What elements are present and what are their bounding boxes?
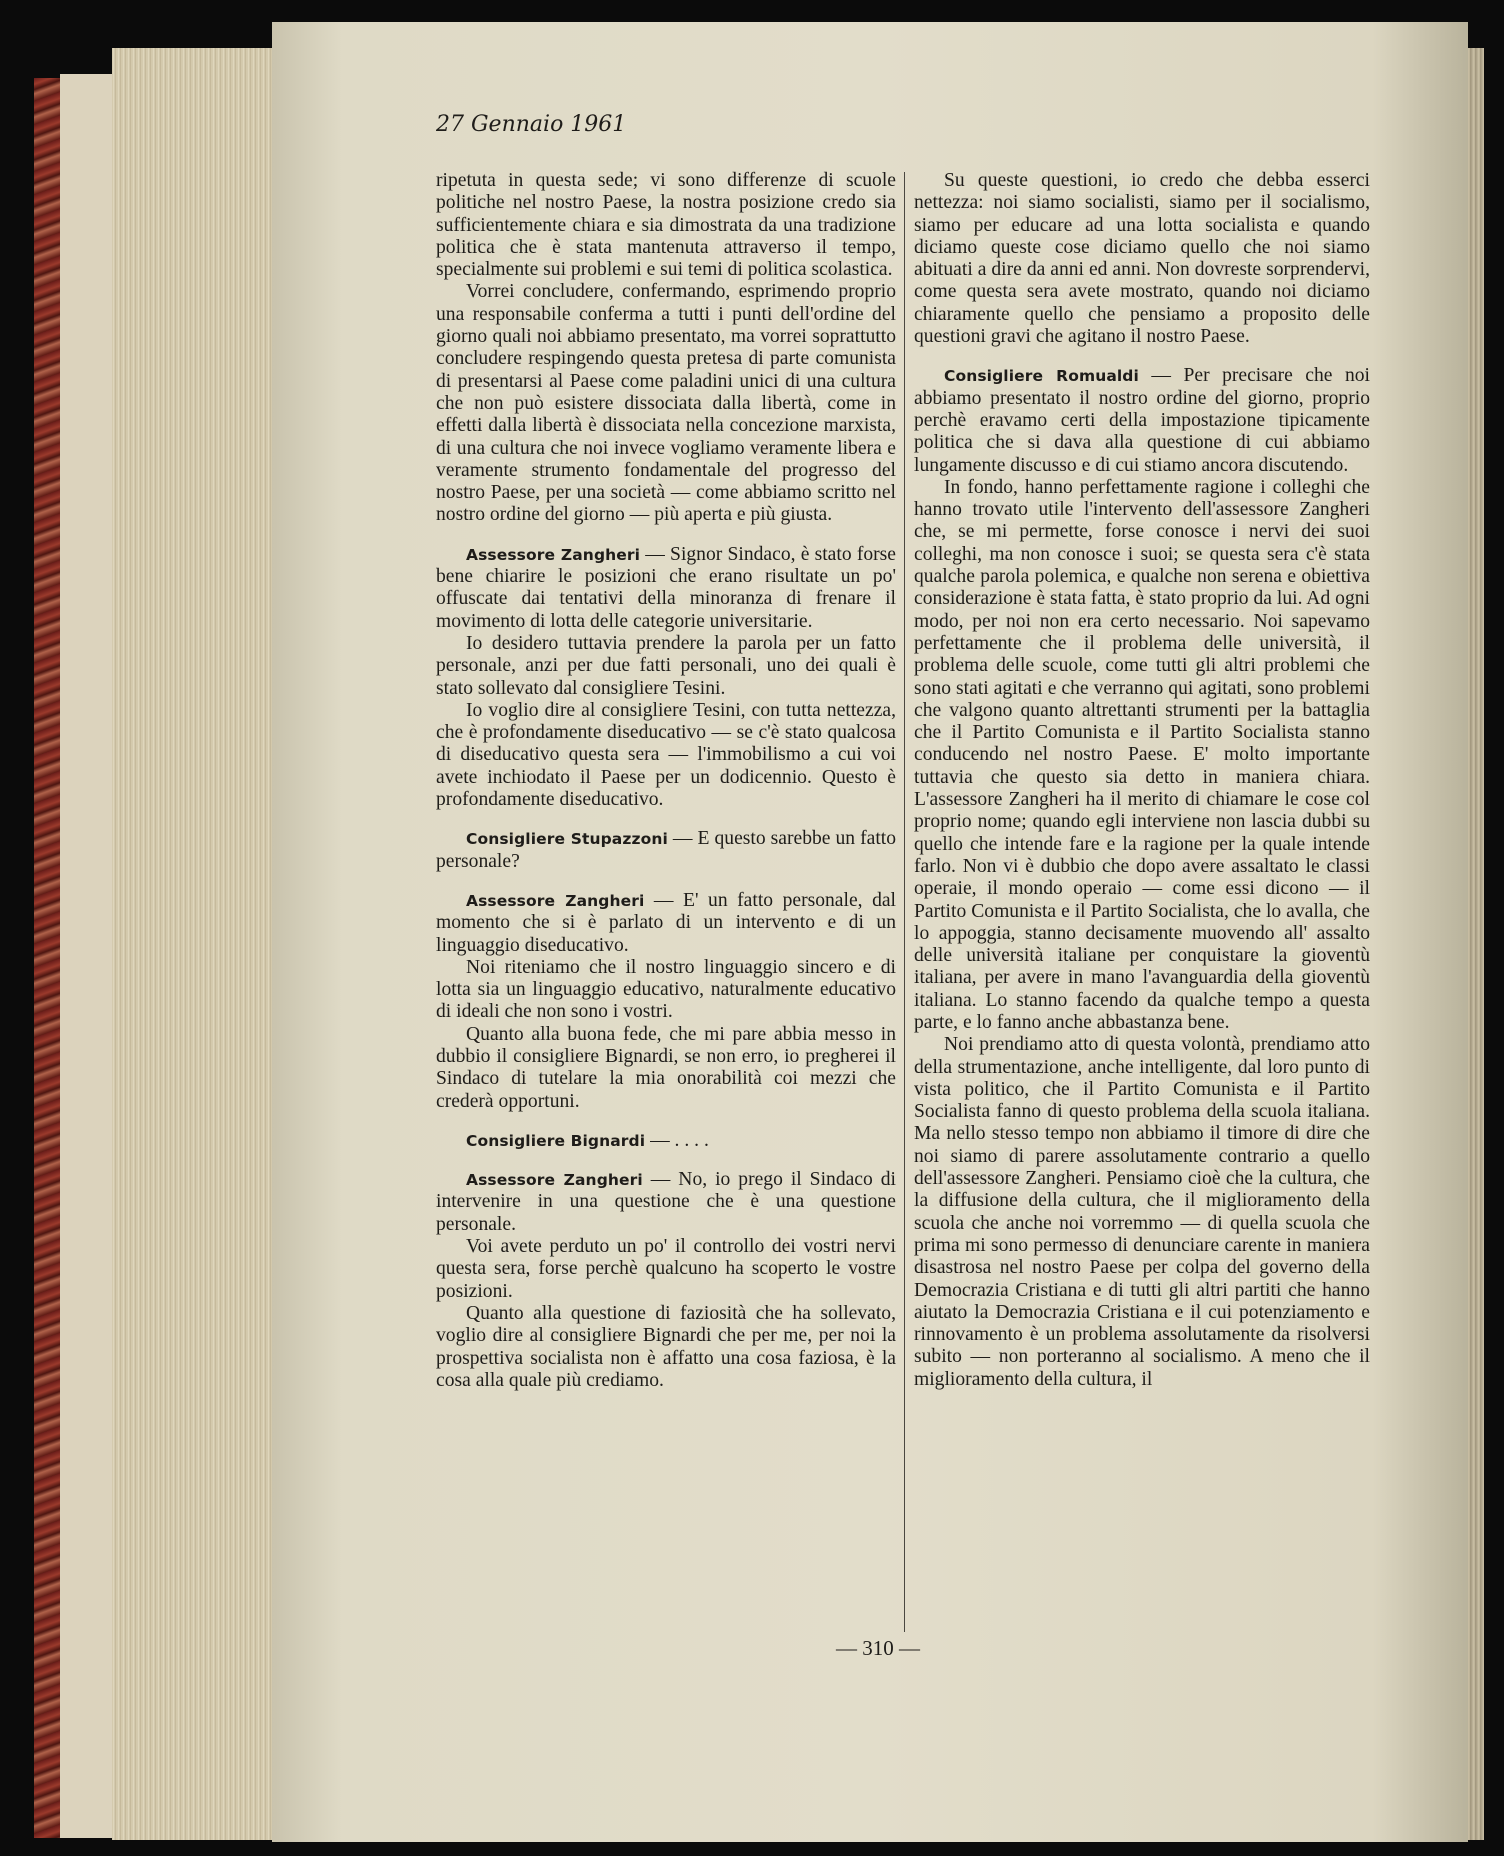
body-paragraph: ripetuta in questa sede; vi sono differenze di scuole politiche nel nostro Paese, la nostra posizione credo sia sufficientemente chiara e sia dimostrata da una tradizione politica che è stata mantenuta attraverso il tempo, specialmente sui problemi e sui temi di politica scolastica.	[436, 170, 896, 281]
body-paragraph: Voi avete perduto un po' il controllo dei vostri nervi questa sera, forse perchè qualcuno ha scoperto le vostre posizioni.	[436, 1236, 896, 1302]
speaker-name: Consigliere Stupazzoni	[466, 830, 668, 849]
column-divider	[904, 172, 905, 1632]
speech-text: — No, io prego il Sindaco di intervenire in una questione che è una questione personale.	[436, 1169, 896, 1235]
body-paragraph: Io desidero tuttavia prendere la parola per un fatto personale, anzi per due fatti personali, uno dei quali è stato sollevato dal consigliere Tesini.	[436, 632, 896, 699]
speech-paragraph	[436, 890, 896, 957]
body-paragraph: Quanto alla buona fede, che mi pare abbia messo in dubbio il consigliere Bignardi, se non erro, io pregherei il Sindaco di tutelare la mia onorabilità coi mezzi che crederà opportuni.	[436, 1023, 896, 1112]
body-paragraph: Vorrei concludere, confermando, esprimendo proprio una responsabile conferma a tutti i punti dell'ordine del giorno quali noi abbiamo presentato, ma vorrei soprattutto concludere respingendo questa pretesa di parte comunista di presentarsi al Paese come paladini unici di una cultura che non può esistere dissociata dalla libertà, come in effetti dalla libertà è dissociata nella concezione marxista, di una cultura che noi invece vogliamo veramente libera e veramente strumento fondamentale del progresso del nostro Paese, per una società — come abbiamo scritto nel nostro ordine del giorno — più aperta e più giusta.	[436, 281, 896, 526]
body-paragraph: Noi prendiamo atto di questa volontà, prendiamo atto della strumentazione, anche intelligente, dal loro punto di vista politico, che il Partito Comunista e il Partito Socialista fanno di questo problema della scuola italiana. Ma nello stesso tempo non abbiamo il timore di dire che noi siamo di parere assolutamente contrario a quello dell'assessore Zangheri. Pensiamo cioè che la cultura, che la diffusione della cultura, che il miglioramento della scuola che anche noi vorremmo — di quella scuola che prima mi sono permesso di denunciare carente in maniera disastrosa nel nostro Paese per colpa del governo della Democrazia Cristiana e di tutti gli altri partiti che hanno aiutato la Democrazia Cristiana e il cui potenziamento e rinnovamento è un problema assolutamente da risolversi subito — non porteranno al socialismo. A meno che il miglioramento della cultura, il	[914, 1034, 1370, 1390]
speech-paragraph	[436, 544, 896, 633]
page-number: — 310 —	[836, 1636, 920, 1660]
speaker-name: Assessore Zangheri	[466, 1171, 643, 1190]
speech-paragraph	[436, 1130, 896, 1152]
speech-paragraph	[436, 1169, 896, 1236]
left-text-column	[436, 170, 896, 1392]
body-paragraph: In fondo, hanno perfettamente ragione i colleghi che hanno trovato utile l'intervento dell'assessore Zangheri che, se mi permette, forse conosce i nervi dei suoi colleghi, ma non conosce i suoi; se questa sera c'è stata qualche parola polemica, e qualche non serena e obiettiva considerazione è stata fatta, è stato proprio da lui. Ad ogni modo, per noi non era certo necessario. Noi sapevamo perfettamente che il problema delle università, il problema delle scuole, come tutti gli altri problemi che sono stati agitati e che verranno qui agitati, sono problemi che valgono quanto altrettanti strumenti per la battaglia che il Partito Comunista e il Partito Socialista stanno conducendo nel nostro Paese. E' molto importante tuttavia che questo sia detto in maniera chiara. L'assessore Zangheri ha il merito di chiamare le cose col proprio nome; quando egli interviene non lascia dubbi su quello che intende fare e la ragione per la quale intende farlo. Non vi è dubbio che dopo avere assaltato le classi operaie, il mondo operaio — come essi dicono — il Partito Comunista e il Partito Socialista, che lo avalla, che lo appoggia, stanno decisamente muovendo all' assalto delle università italiane per conquistare la gioventù italiana, per avere in mano l'avanguardia della gioventù italiana. Lo stanno facendo da qualche tempo a questa parte, e lo fanno anche abbastanza bene.	[914, 476, 1370, 1033]
speaker-name: Consigliere Bignardi	[466, 1131, 646, 1150]
right-text-column	[914, 170, 1370, 1391]
speech-text: — Signor Sindaco, è stato forse bene chiarire le posizioni che erano risultate un po' offuscate dai tentativi della minoranza di frenare il movimento di lotta delle categorie universitarie.	[436, 543, 896, 632]
speaker-name: Assessore Zangheri	[466, 891, 645, 910]
speech-text: — E' un fatto personale, dal momento che si è parlato di un intervento e di un linguaggio diseducativo.	[436, 889, 897, 956]
body-paragraph: Noi riteniamo che il nostro linguaggio sincero e di lotta sia un linguaggio educativo, naturalmente educativo di ideali che non sono i vostri.	[436, 956, 896, 1023]
speech-paragraph	[436, 828, 896, 873]
body-paragraph: Su queste questioni, io credo che debba esserci nettezza: noi siamo socialisti, siamo per il socialismo, siamo per educare ad una lotta socialista e quando diciamo queste cose diciamo quello che noi siamo abituati a dire da anni ed anni. Non dovreste sorprendervi, come questa sera avete mostrato, quando noi diciamo chiaramente quello che pensiamo a proposito delle questioni gravi che agitano il nostro Paese.	[914, 170, 1370, 348]
book-page-edges	[112, 48, 282, 1840]
book-right-page-edges	[1466, 48, 1484, 1840]
body-paragraph: Quanto alla questione di faziosità che ha sollevato, voglio dire al consigliere Bignardi che per me, per noi la prospettiva socialista non è affatto una cosa faziosa, è la cosa alla quale più crediamo.	[436, 1302, 896, 1391]
speech-text: — E questo sarebbe un fatto personale?	[436, 828, 897, 872]
running-head-date: 27 Gennaio 1961	[436, 112, 627, 137]
body-paragraph: Io voglio dire al consigliere Tesini, con tutta nettezza, che è profondamente diseducativo — se c'è stato qualcosa di diseducativo questa sera — l'immobilismo a cui voi avete inchiodato il Paese per un dodicennio. Questo è profondamente diseducativo.	[436, 699, 896, 811]
speaker-name: Consigliere Romualdi	[944, 367, 1139, 386]
speech-paragraph	[914, 365, 1370, 476]
speaker-name: Assessore Zangheri	[466, 545, 641, 564]
book-cover-board	[60, 74, 116, 1838]
speech-text: — . . . .	[650, 1129, 709, 1151]
speech-text: — Per precisare che noi abbiamo presentato il nostro ordine del giorno, proprio perchè eravamo certi della impostazione tipicamente politica che si dava alla questione di cui abbiamo lungamente discusso e di cui stiamo ancora discutendo.	[914, 365, 1370, 476]
